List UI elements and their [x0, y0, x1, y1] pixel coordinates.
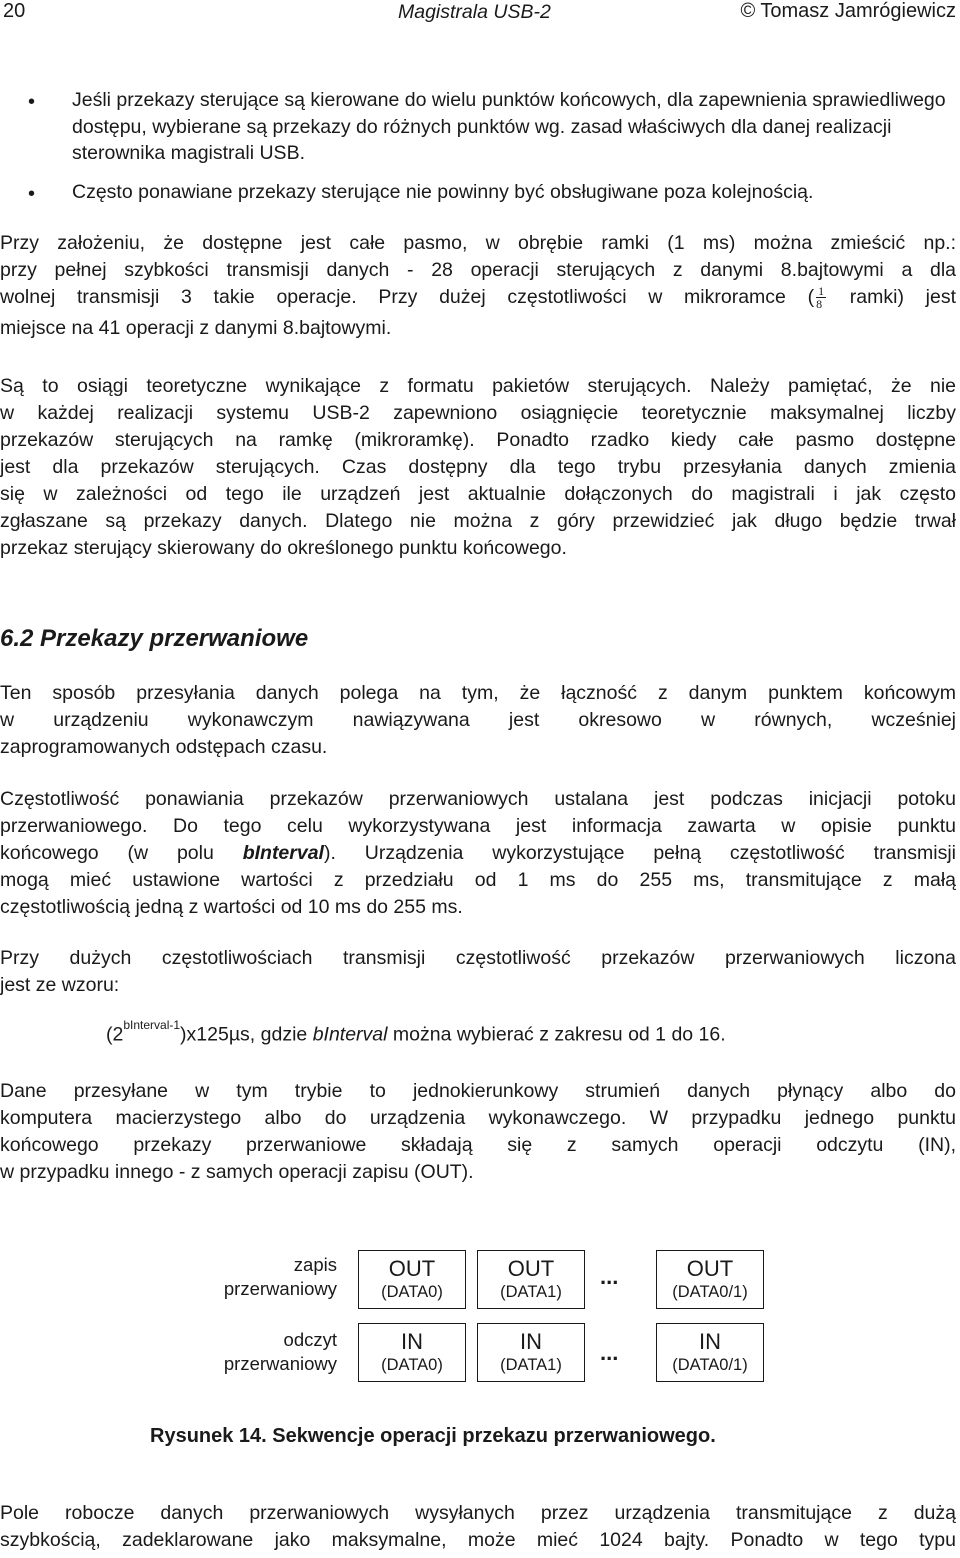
op-box-in — [656, 1323, 764, 1382]
row-label-read — [137, 1328, 337, 1376]
text-line: miejsce na 41 operacji z danymi 8.bajtowymi. — [0, 317, 392, 339]
fraction-denominator: 8 — [816, 297, 823, 312]
formula-part: )x125µs, gdzie — [180, 1023, 313, 1046]
op-token: IN — [401, 1329, 423, 1354]
text-line: w przypadku innego - z samych operacji zapisu (OUT). — [0, 1161, 474, 1183]
op-token: IN — [699, 1329, 721, 1354]
op-box-in — [477, 1323, 585, 1382]
text-line: końcowego przekazy przerwaniowe składają się z samych operacji odczytu (IN), — [0, 1134, 956, 1156]
paragraph-theoretical — [0, 373, 956, 562]
text-line: częstotliwością jedną z wartości od 10 ms do 255 ms. — [0, 896, 463, 918]
text-line: w urządzeniu wykonawczym nawiązywana jest okresowo w równych, wcześniej — [0, 709, 956, 731]
formula-part: (2 — [106, 1023, 124, 1046]
data-pid: (DATA0/1) — [672, 1356, 748, 1374]
text-line: mogą mieć ustawione wartości z przedziału od 1 ms do 255 ms, transmitujące z małą — [0, 869, 956, 891]
op-box-out — [358, 1250, 466, 1309]
paragraph-bandwidth — [0, 230, 956, 342]
text-line: przerwaniowego. Do tego celu wykorzystywana jest informacja zawarta w opisie punktu — [0, 815, 956, 837]
data-pid: (DATA0/1) — [672, 1283, 748, 1301]
text-line: Częstotliwość ponawiania przekazów przerwaniowych ustalana jest podczas inicjacji potoku — [0, 788, 956, 810]
ellipsis: ... — [600, 1340, 619, 1365]
text-line: jest ze wzoru: — [0, 974, 120, 996]
text-line: jest dla przekazów sterujących. Czas dostępny dla tego trybu przesyłania danych zmienia — [0, 456, 956, 478]
page-number: 20 — [3, 0, 26, 22]
author-copyright: © Tomasz Jamrógiewicz — [740, 0, 956, 22]
paragraph-payload — [0, 1500, 956, 1554]
row-label-line: przerwaniowy — [223, 1353, 337, 1374]
text-line: przy pełnej szybkości transmisji danych - 28 operacji sterujących z danymi 8.bajtowymi a dla — [0, 259, 956, 281]
text-fragment: końcowego (w polu — [0, 842, 243, 864]
text-line: zgłaszane są przekazy danych. Dlatego nie można z góry przewidzieć jak długo będzie trwał — [0, 510, 956, 532]
text-fragment: ). Urządzenia wykorzystujące pełną częstotliwość transmisji — [323, 842, 956, 864]
section-title: Przekazy przerwaniowe — [40, 625, 309, 652]
text-line: przekaz sterujący skierowany do określonego punktu końcowego. — [0, 537, 567, 559]
formula-exponent: bInterval-1 — [123, 1018, 181, 1032]
bullet-item: Jeśli przekazy sterujące są kierowane do wielu punktów końcowych, dla zapewnienia sprawiedliwego dostępu, wybierane są przekazy do różnych punktów wg. zasad właściwych dla danej realizacji sterownika magistrali USB. — [72, 89, 946, 164]
formula — [106, 1018, 726, 1047]
text-line — [0, 284, 956, 311]
op-box-out — [477, 1250, 585, 1309]
text-line: w każdej realizacji systemu USB-2 zapewniono osiągnięcie teoretycznie maksymalnej liczby — [0, 402, 956, 424]
running-title: Magistrala USB-2 — [398, 1, 551, 23]
text-line: przekazów sterujących na ramkę (mikroramkę). Ponadto rzadko kiedy całe pasmo dostępne — [0, 429, 956, 451]
text-line: szybkością, zadeklarowane jako maksymalne, może mieć 1024 bajty. Ponadto w tego typu — [0, 1529, 956, 1551]
bullet-icon: • — [28, 91, 36, 113]
paragraph-direction — [0, 1078, 956, 1186]
ellipsis: ... — [600, 1264, 619, 1289]
section-number: 6.2 — [0, 625, 34, 652]
data-pid: (DATA0) — [381, 1283, 443, 1301]
row-label-line: przerwaniowy — [223, 1278, 337, 1299]
text-line: Są to osiągi teoretyczne wynikające z formatu pakietów sterujących. Należy pamiętać, że nie — [0, 375, 956, 397]
text-fragment: ramki) jest — [849, 286, 956, 308]
op-box-out — [656, 1250, 764, 1309]
op-token: OUT — [686, 1256, 734, 1281]
section-heading — [0, 625, 308, 653]
paragraph-frequency — [0, 786, 956, 921]
paragraph-interrupt-intro — [0, 680, 956, 761]
data-pid: (DATA1) — [500, 1283, 562, 1301]
text-line: Ten sposób przesyłania danych polega na tym, że łączność z danym punktem końcowym — [0, 682, 956, 704]
data-pid: (DATA1) — [500, 1356, 562, 1374]
op-token: OUT — [388, 1256, 436, 1281]
paragraph-formula-intro — [0, 945, 956, 999]
op-box-in — [358, 1323, 466, 1382]
text-line: Pole robocze danych przerwaniowych wysyłanych przez urządzenia transmitujące z dużą — [0, 1502, 956, 1524]
formula-part: można wybierać z zakresu od 1 do 16. — [387, 1023, 726, 1046]
fraction-numerator: 1 — [818, 284, 825, 299]
field-name: bInterval — [242, 842, 324, 864]
page-header — [0, 0, 960, 30]
data-pid: (DATA0) — [381, 1356, 443, 1374]
text-line: Przy założeniu, że dostępne jest całe pasmo, w obrębie ramki (1 ms) można zmieścić np.: — [0, 232, 956, 254]
op-token: IN — [520, 1329, 542, 1354]
row-label-line: odczyt — [283, 1329, 337, 1350]
fraction-one-eighth — [816, 285, 826, 310]
text-line — [0, 840, 956, 867]
row-label-line: zapis — [293, 1254, 337, 1275]
row-label-write — [137, 1253, 337, 1301]
figure-caption: Rysunek 14. Sekwencje operacji przekazu przerwaniowego. — [150, 1425, 716, 1447]
text-line: komputera macierzystego albo do urządzenia wykonawczego. W przypadku jednego punktu — [0, 1107, 956, 1129]
text-line: się w zależności od tego ile urządzeń jest aktualnie dołączonych do magistrali i jak często — [0, 483, 956, 505]
text-line: zaprogramowanych odstępach czasu. — [0, 736, 328, 758]
op-token: OUT — [507, 1256, 555, 1281]
text-line: Przy dużych częstotliwościach transmisji częstotliwość przekazów przerwaniowych liczona — [0, 947, 956, 969]
text-fragment: wolnej transmisji 3 takie operacje. Przy dużej częstotliwości w mikroramce ( — [0, 286, 815, 308]
bullet-item: Często ponawiane przekazy sterujące nie powinny być obsługiwane poza kolejnością. — [72, 181, 814, 203]
field-name: bInterval — [312, 1023, 388, 1046]
text-line: Dane przesyłane w tym trybie to jednokierunkowy strumień danych płynący albo do — [0, 1080, 956, 1102]
bullet-icon: • — [28, 183, 36, 205]
